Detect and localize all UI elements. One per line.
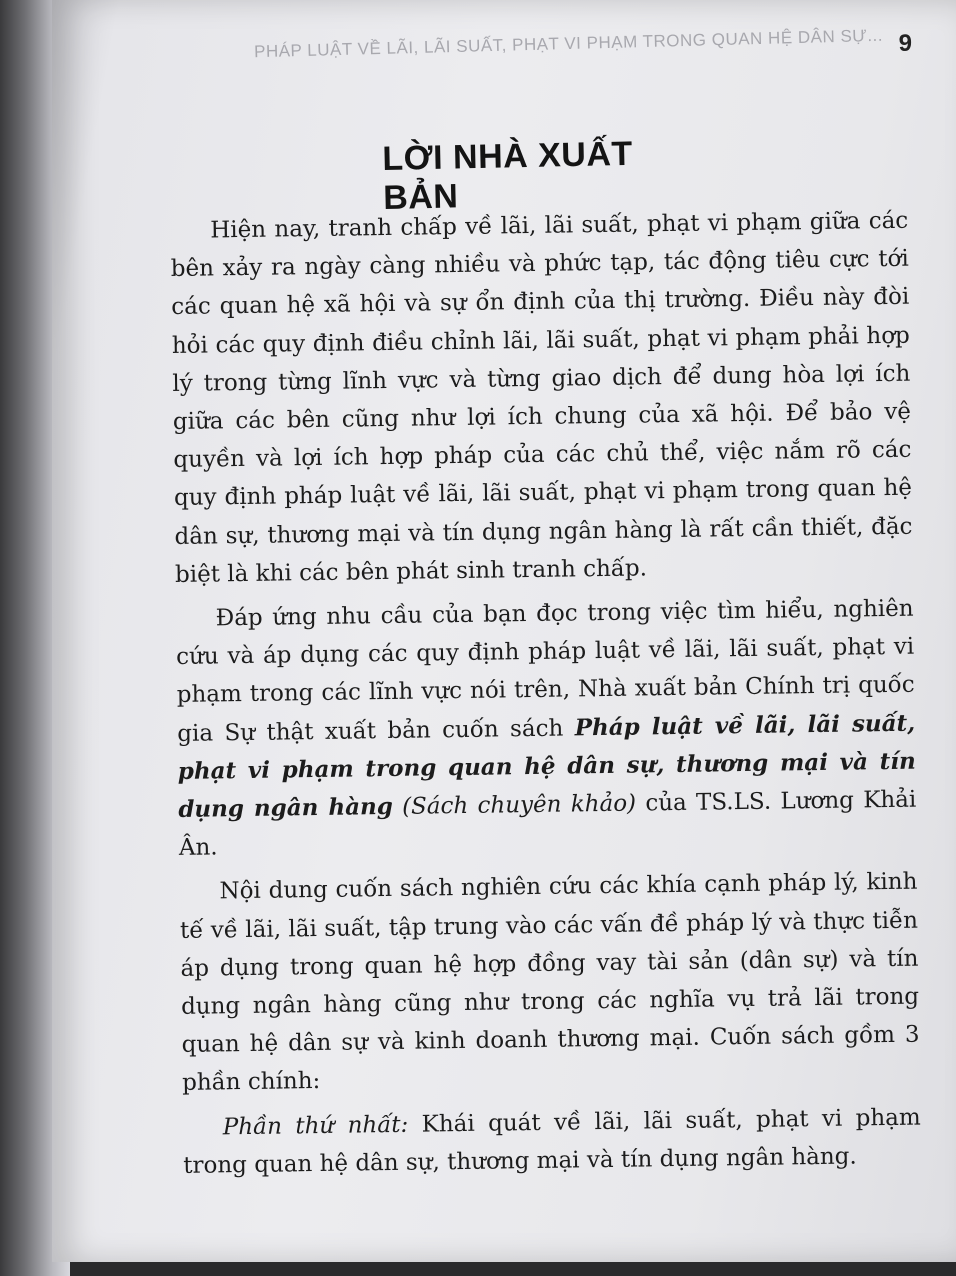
running-title: PHÁP LUẬT VỀ LÃI, LÃI SUẤT, PHẠT VI PHẠM TRONG QUAN HỆ DÂN SỰ... <box>253 25 883 62</box>
paragraph-1: Hiện nay, tranh chấp về lãi, lãi suất, phạt vi phạm giữa các bên xảy ra ngày càng nhiều và phức tạp, tác động tiêu cực tới các quan hệ xã hội và sự ổn định của thị trường. Điều này đòi hỏi các quy định điều chỉnh lãi, lãi suất, phạt vi phạm phải hợp lý trong từng lĩnh vực và từng giao dịch để dung hòa lợi ích giữa các bên cũng như lợi ích chung của xã hội. Để bảo vệ quyền và lợi ích hợp pháp của các chủ thể, việc nắm rõ các quy định pháp luật về lãi, lãi suất, phạt vi phạm trong quan hệ dân sự, thương mại và tín dụng ngân hàng là rất cần thiết, đặc biệt là khi các bên phát sinh tranh chấp. <box>170 207 913 588</box>
paragraph-4 <box>183 1098 922 1185</box>
paragraph-2-start: Đáp ứng nhu cầu của bạn đọc trong việc tìm hiểu, nghiên cứu và áp dụng các quy định pháp luật về lãi, lãi suất, phạt vi phạm trong các lĩnh vực nói trên, Nhà xuất bản Chính trị quốc gia Sự thật xuất bản cuốn sách <box>176 595 915 747</box>
body-text <box>170 202 922 1191</box>
book-subtitle: (Sách chuyên khảo) <box>401 790 637 820</box>
paragraph-2-end: của TS.LS. Lương Khải Ân. <box>178 786 917 862</box>
paragraph-3: Nội dung cuốn sách nghiên cứu các khía cạnh pháp lý, kinh tế về lãi, lãi suất, tập trung vào các vấn đề pháp lý và thực tiễn áp dụng trong quan hệ hợp đồng vay tài sản (dân sự) và tín dụng ngân hàng cũng như trong các nghĩa vụ trả lãi trong quan hệ dân sự và kinh doanh thương mại. Cuốn sách gồm 3 phần chính: <box>179 869 920 1097</box>
page-number: 9 <box>898 30 912 57</box>
book-title: Pháp luật về lãi, lãi suất, phạt vi phạm trong quan hệ dân sự, thương mại và tín dụng ngân hàng <box>177 709 916 823</box>
paragraph-2 <box>175 590 917 868</box>
part-one-text: Khái quát về lãi, lãi suất, phạt vi phạm trong quan hệ dân sự, thương mại và tín dụng ngân hàng. <box>183 1104 921 1179</box>
page-title: LỜI NHÀ XUẤT BẢN <box>382 134 634 217</box>
book-page <box>52 0 956 1262</box>
part-one-label: Phần thứ nhất: <box>222 1111 409 1141</box>
running-header <box>192 25 912 62</box>
